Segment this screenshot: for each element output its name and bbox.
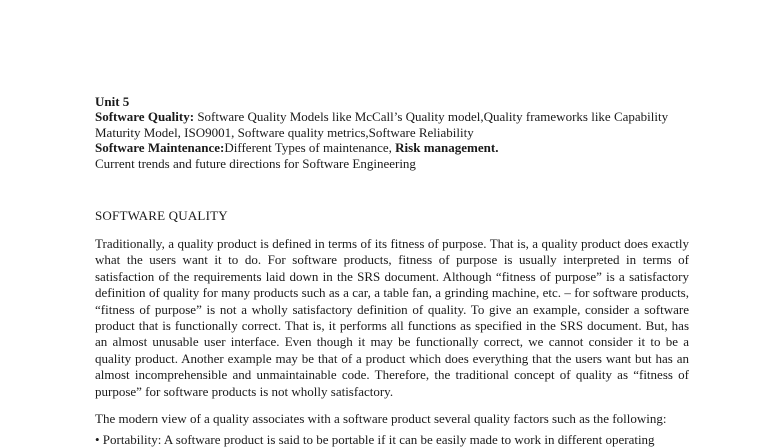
current-trends-line: Current trends and future directions for Software Engineering	[95, 155, 416, 171]
software-quality-text: Software Quality Models like McCall’s Quality model,Quality frameworks like Capability Maturity Model, ISO9001, Software quality metrics,Software Reliability	[95, 109, 669, 140]
software-quality-label: Software Quality:	[95, 109, 195, 125]
risk-management-label: Risk management.	[395, 140, 499, 156]
paragraph-modern-view: The modern view of a quality associates with a software product several quality factors such as the following:	[95, 411, 667, 426]
software-maintenance-text: Different Types of maintenance,	[224, 140, 396, 156]
unit-title: Unit 5	[95, 94, 130, 109]
software-maintenance-topics	[95, 140, 689, 155]
unit-syllabus	[95, 94, 689, 171]
software-quality-topics	[95, 109, 689, 140]
section-heading: SOFTWARE QUALITY	[95, 208, 228, 223]
software-maintenance-label: Software Maintenance:	[95, 140, 225, 156]
paragraph-traditional-quality: Traditionally, a quality product is defined in terms of its fitness of purpose. That is, a quality product does exactly what the users want it to do. For software products, fitness of purpose is usually interpreted in terms of satisfaction of the requirements laid down in the SRS document. Although “fitness of purpose” is a satisfactory definition of quality for many products such as a car, a table fan, a grinding machine, etc. – for software products, “fitness of purpose” is not a wholly satisfactory definition of quality. To give an example, consider a software product that is functionally correct. That is, it performs all functions as specified in the SRS document. But, has an almost unusable user interface. Even though it may be functionally correct, we cannot consider it to be a quality product. Another example may be that of a product which does everything that the users want but has an almost incomprehensible and unmaintainable code. Therefore, the traditional concept of quality as “fitness of purpose” for software products is not wholly satisfactory.	[95, 236, 689, 399]
list-item: • Portability: A software product is said to be portable if it can be easily made to work in different operating	[95, 432, 655, 447]
